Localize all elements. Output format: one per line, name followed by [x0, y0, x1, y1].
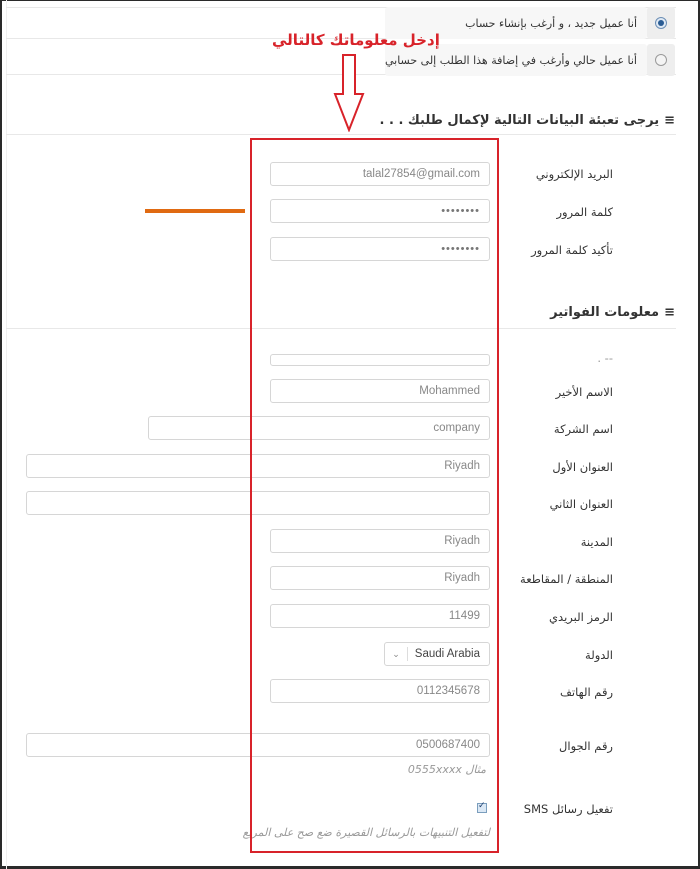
- confirm-password-label: تأكيد كلمة المرور: [531, 243, 613, 257]
- arrow-down-icon: [333, 54, 365, 132]
- sms-hint: لتفعيل التنبيهات بالرسائل القصيرة ضع صح على المربع: [242, 826, 490, 839]
- address1-field[interactable]: Riyadh: [26, 454, 490, 478]
- page-edge: [6, 0, 7, 869]
- company-label: اسم الشركة: [553, 422, 613, 436]
- section-title-billing: [550, 305, 675, 320]
- password-label: كلمة المرور: [556, 205, 613, 219]
- email-label: البريد الإلكتروني: [535, 167, 613, 181]
- country-select-value: Saudi Arabia: [414, 648, 480, 660]
- annotation-instruction-text: إدخل معلوماتك كالتالي: [272, 31, 440, 49]
- email-field[interactable]: talal27854@gmail.com: [270, 162, 490, 186]
- menu-icon: ≡: [664, 305, 675, 320]
- address1-label: العنوان الأول: [552, 460, 613, 474]
- radio-box: [647, 44, 675, 76]
- menu-icon: ≡: [664, 113, 675, 128]
- mobile-hint: مثال 0555xxxx: [407, 763, 486, 776]
- section-title-account: [380, 113, 675, 128]
- last-name-label: الاسم الأخير: [555, 385, 613, 399]
- chevron-down-icon: ⌄: [385, 647, 408, 661]
- radio-label-new-customer: أنا عميل جديد ، و أرغب بإنشاء حساب: [465, 16, 637, 30]
- city-label: المدينة: [580, 535, 613, 549]
- sms-label: تفعيل رسائل SMS: [523, 802, 613, 816]
- radio-box: [647, 7, 675, 39]
- postcode-field[interactable]: 11499: [270, 604, 490, 628]
- phone-field[interactable]: 0112345678: [270, 679, 490, 703]
- radio-button-unchecked[interactable]: [655, 54, 667, 66]
- region-field[interactable]: Riyadh: [270, 566, 490, 590]
- mobile-field[interactable]: 0500687400: [26, 733, 490, 757]
- phone-label: رقم الهاتف: [560, 685, 613, 699]
- company-field[interactable]: company: [148, 416, 490, 440]
- frame-top-border: [0, 0, 700, 1]
- confirm-password-field[interactable]: ••••••••: [270, 237, 490, 261]
- first-name-label: -- .: [597, 351, 613, 365]
- radio-button-checked[interactable]: [655, 17, 667, 29]
- radio-option-new-customer[interactable]: [465, 7, 675, 39]
- region-label: المنطقة / المقاطعة: [520, 572, 613, 586]
- radio-label-existing-customer: أنا عميل حالي وأرغب في إضافة هذا الطلب إلى حسابي: [384, 53, 637, 67]
- country-label: الدولة: [585, 648, 613, 662]
- postcode-label: الرمز البريدي: [549, 610, 613, 624]
- divider: [6, 134, 676, 135]
- city-field[interactable]: Riyadh: [270, 529, 490, 553]
- mobile-label: رقم الجوال: [559, 739, 613, 753]
- password-field[interactable]: ••••••••: [270, 199, 490, 223]
- annotation-highlight-box: [250, 138, 499, 853]
- section-title-account-text: يرجى تعبئة البيانات التالية لإكمال طلبك . . .: [379, 113, 660, 128]
- section-title-billing-text: معلومات الفواتير: [550, 305, 660, 320]
- annotation-marker-line: [145, 209, 245, 213]
- last-name-field[interactable]: Mohammed: [270, 379, 490, 403]
- address2-label: العنوان الثاني: [549, 497, 613, 511]
- frame-left-border: [0, 0, 2, 869]
